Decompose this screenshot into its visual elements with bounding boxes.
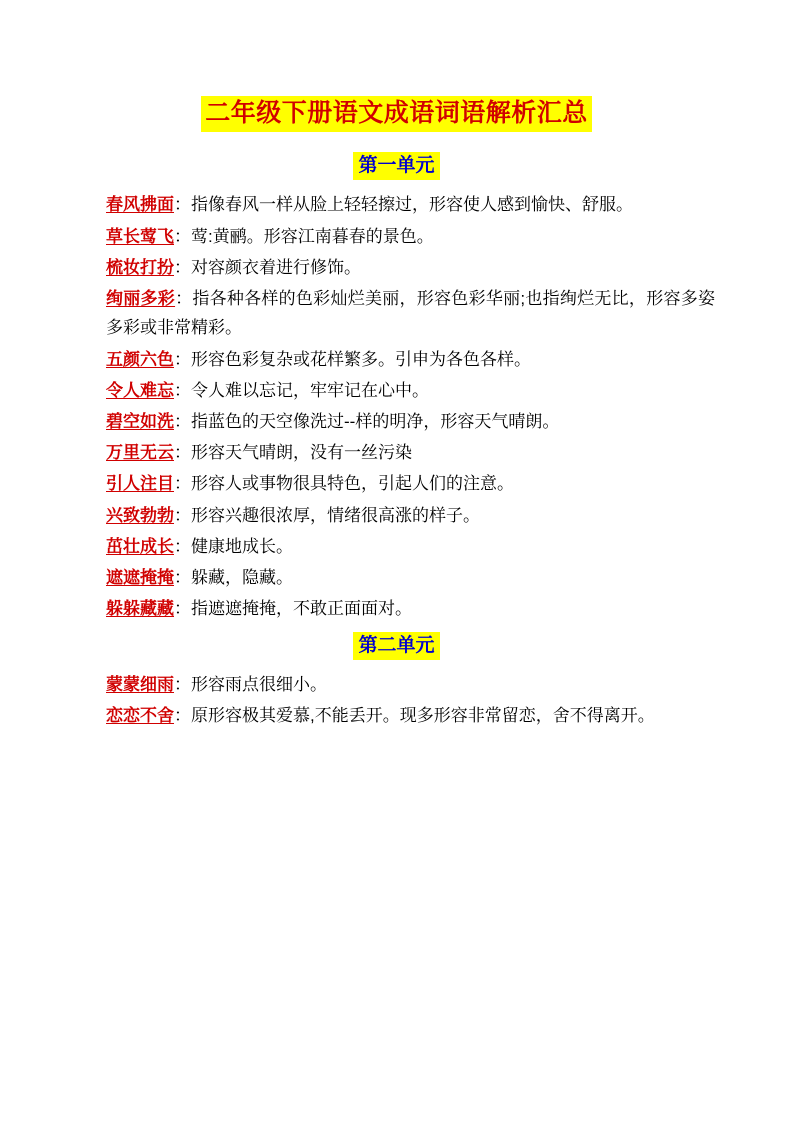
entry-definition: 形容天气晴朗，没有一丝污染	[191, 443, 412, 463]
entry-term: 躲躲藏藏	[106, 599, 174, 619]
entry-separator: ：	[174, 411, 191, 431]
entry-separator: ：	[174, 568, 191, 588]
entry-definition: 莺:黄鹂。形容江南暮春的景色。	[191, 226, 434, 246]
entry-separator: ：	[174, 675, 191, 695]
entry-item	[78, 376, 715, 405]
entry-item	[78, 253, 715, 282]
entry-item	[78, 284, 715, 342]
page-title: 二年级下册语文成语词语解析汇总	[201, 96, 592, 132]
entry-term: 碧空如洗	[106, 411, 174, 431]
entry-item	[78, 469, 715, 498]
entry-definition: 健康地成长。	[191, 536, 293, 556]
entry-definition: 形容兴趣很浓厚，情绪很高涨的样子。	[191, 505, 480, 525]
entry-separator: ：	[175, 289, 193, 309]
unit-heading-container	[78, 632, 715, 661]
entry-definition: 指蓝色的天空像洗过--样的明净，形容天气晴朗。	[191, 411, 560, 431]
entry-separator: ：	[174, 505, 191, 525]
entry-term: 茁壮成长	[106, 536, 174, 556]
unit-heading: 第一单元	[353, 152, 439, 181]
section-unit-2	[78, 632, 715, 731]
entry-definition: 形容色彩复杂或花样繁多。引申为各色各样。	[191, 349, 531, 369]
unit-heading-container	[78, 152, 715, 181]
entry-separator: ：	[174, 257, 191, 277]
entry-definition: 指各种各样的色彩灿烂美丽，形容色彩华丽;也指绚烂无比，形容多姿多彩或非常精彩。	[106, 289, 715, 338]
entry-term: 遮遮掩掩	[106, 568, 174, 588]
entry-separator: ：	[174, 195, 191, 215]
entry-term: 引人注目	[106, 474, 174, 494]
entry-item	[78, 701, 715, 730]
entry-separator: ：	[174, 349, 191, 369]
entry-term: 绚丽多彩	[106, 289, 176, 309]
section-unit-1	[78, 152, 715, 624]
entry-term: 兴致勃勃	[106, 505, 174, 525]
entry-item	[78, 670, 715, 699]
entry-separator: ：	[174, 599, 191, 619]
entry-separator: ：	[174, 474, 191, 494]
entry-item	[78, 407, 715, 436]
page-title-container	[78, 96, 715, 132]
entry-term: 令人难忘	[106, 380, 174, 400]
entry-definition: 形容人或事物很具特色，引起人们的注意。	[191, 474, 514, 494]
entry-separator: ：	[174, 536, 191, 556]
entry-definition: 原形容极其爱慕,不能丢开。现多形容非常留恋，舍不得离开。	[191, 706, 655, 726]
entry-term: 万里无云	[106, 443, 174, 463]
entry-item	[78, 345, 715, 374]
entry-item	[78, 222, 715, 251]
entry-item	[78, 501, 715, 530]
entry-item	[78, 594, 715, 623]
entry-separator: ：	[174, 226, 191, 246]
entry-separator: ：	[174, 443, 191, 463]
unit-heading: 第二单元	[353, 632, 439, 661]
entry-term: 蒙蒙细雨	[106, 675, 174, 695]
entry-item	[78, 438, 715, 467]
entry-item	[78, 190, 715, 219]
entry-separator: ：	[174, 706, 191, 726]
entry-term: 梳妆打扮	[106, 257, 174, 277]
entry-definition: 对容颜衣着进行修饰。	[191, 257, 361, 277]
entry-term: 恋恋不舍	[106, 706, 174, 726]
entry-item	[78, 563, 715, 592]
entry-definition: 指像春风一样从脸上轻轻擦过，形容使人感到愉快、舒服。	[191, 195, 633, 215]
entry-definition: 指遮遮掩掩，不敢正面面对。	[191, 599, 412, 619]
entry-definition: 形容雨点很细小。	[191, 675, 327, 695]
entry-term: 春风拂面	[106, 195, 174, 215]
entry-term: 草长莺飞	[106, 226, 174, 246]
entry-definition: 令人难以忘记，牢牢记在心中。	[191, 380, 429, 400]
entry-definition: 躲藏，隐藏。	[191, 568, 293, 588]
entry-term: 五颜六色	[106, 349, 174, 369]
entry-item	[78, 532, 715, 561]
entry-separator: ：	[174, 380, 191, 400]
